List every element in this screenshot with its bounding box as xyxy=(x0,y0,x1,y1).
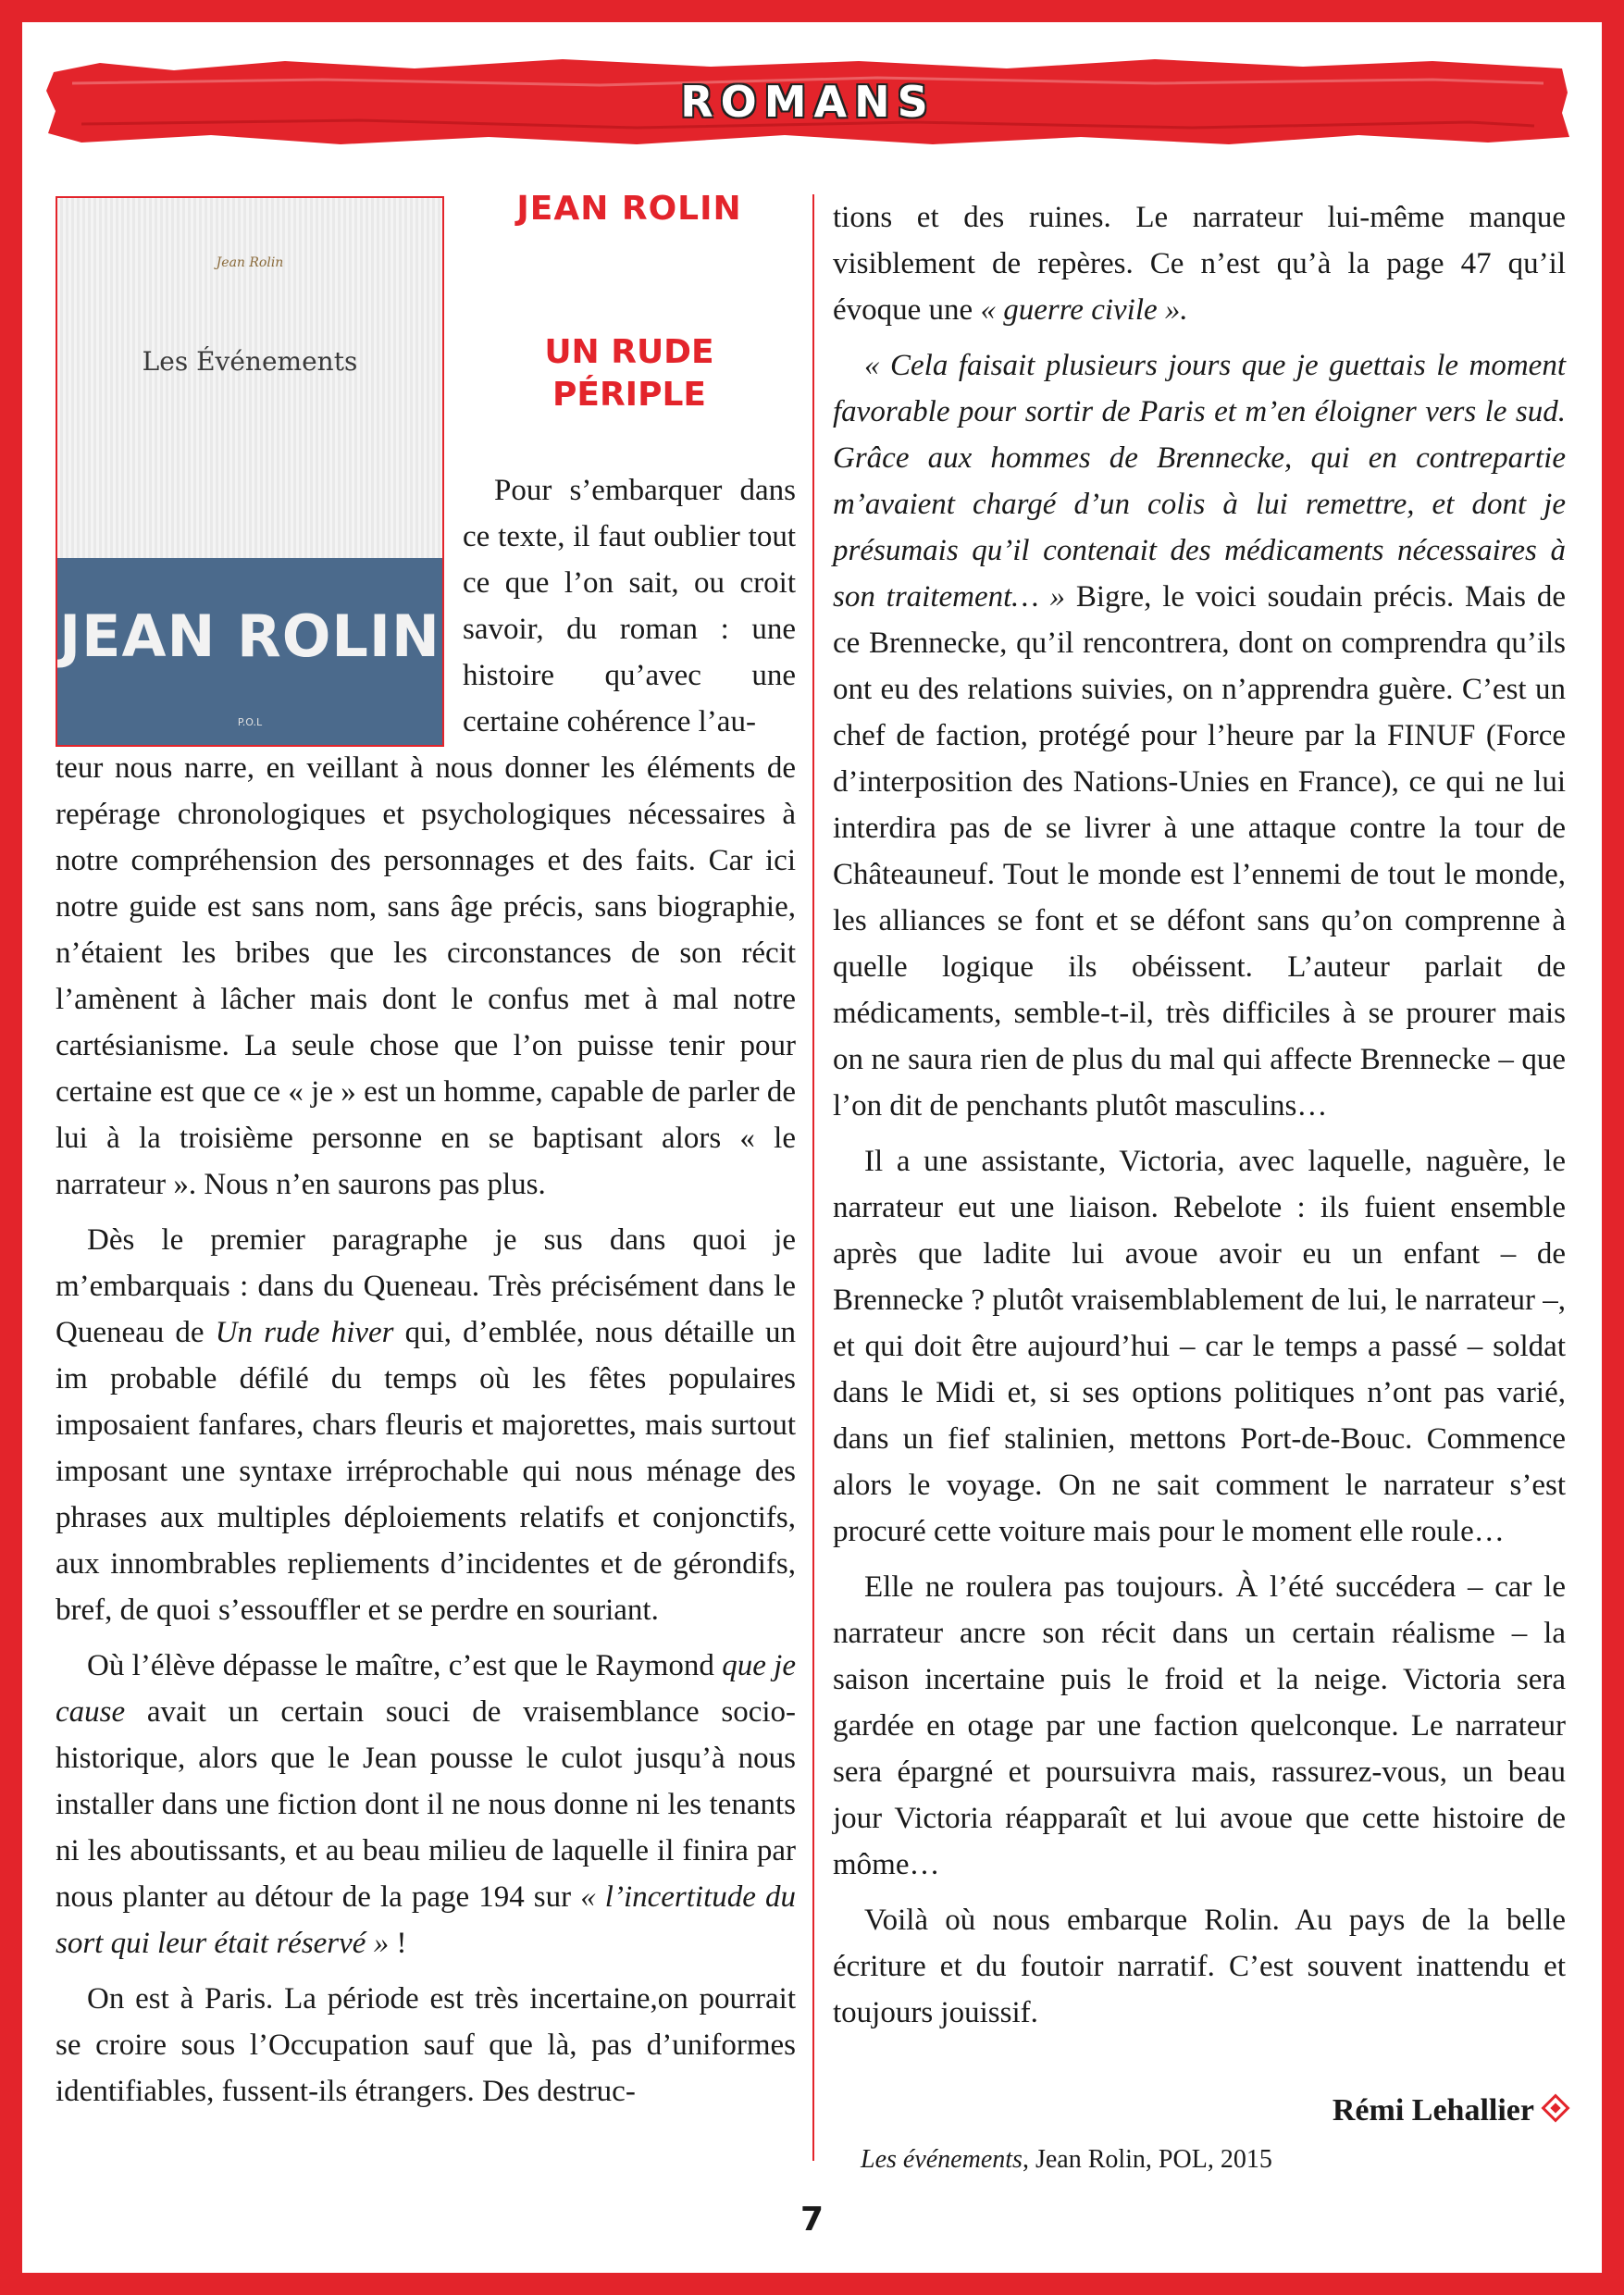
paragraph-2-text-b: qui, d’emblée, nous détaille un im probable défilé du temps où les fêtes populaires imposaient fanfares, chars fleuris et majorettes, mais surtout imposant une syntaxe irréprochable qui nous ménage des phrases aux multiples déploiements relatifs et conjonctifs, aux innombrables repliements d’incidentes et de gérondifs, bref, de quoi s’essouffler et se perdre en souriant. xyxy=(56,1316,796,1627)
signature xyxy=(833,2093,1566,2128)
paragraph-4-continued-italic: « guerre civile ». xyxy=(980,293,1188,327)
left-column-top xyxy=(463,467,796,745)
page-number: 7 xyxy=(800,2201,824,2239)
paragraph-2-italic: Un rude hiver xyxy=(215,1316,394,1349)
article-title xyxy=(463,331,796,416)
paragraph-3-text-b: avait un certain souci de vraisemblance socio-historique, alors que le Jean pousse le culot jusqu’à nous installer dans une fiction dont il ne nous donne ni les tenants ni les aboutissants, et au beau milieu de laquelle il finira par nous planter au détour de la page 194 sur xyxy=(56,1695,796,1914)
paragraph-3-italic-1: que je cause xyxy=(56,1649,796,1729)
reference-title: Les événements xyxy=(861,2145,1023,2174)
section-title: ROMANS xyxy=(680,77,936,127)
cover-publisher: P.O.L xyxy=(237,716,263,728)
paragraph-4-continued-text: tions et des ruines. Le narrateur lui-même manque visiblement de repères. Ce n’est qu’à la page 47 qu’il évoque une xyxy=(833,201,1566,327)
paragraph-3-text-a: Où l’élève dépasse le maître, c’est que le Raymond xyxy=(87,1649,723,1682)
signature-name: Rémi Lehallier xyxy=(1332,2093,1534,2128)
paragraph-8: Voilà où nous embarque Rolin. Au pays de la belle écriture et du foutoir narratif. C’est souvent inattendu et toujours jouissif. xyxy=(833,1904,1566,2029)
column-divider xyxy=(812,194,814,2161)
right-column xyxy=(833,194,1566,2036)
paragraph-3-italic-2: « l’incertitude du sort qui leur était réservé » xyxy=(56,1880,796,1960)
paragraph-3-text-c: ! xyxy=(389,1927,407,1960)
cover-author-big: JEAN ROLIN xyxy=(59,602,440,670)
article-title-line-1: UN RUDE xyxy=(544,333,714,371)
book-cover xyxy=(56,196,444,747)
cover-band xyxy=(57,558,442,745)
paragraph-6: Il a une assistante, Victoria, avec laquelle, naguère, le narrateur eut une liaison. Rebelote : ils fuient ensemble après que ladite lui avoue avoir eu un enfant – de Brennecke ? plutôt vraisemblablement de lui, le narrateur –, et qui doit être aujourd’hui – car le temps a passé – soldat dans le Midi et, si ses options politiques n’ont pas varié, dans un fief stalinien, mettons Port-de-Bouc. Commence alors le voyage. On ne sait comment le narrateur s’est procuré cette voiture mais pour le moment elle roule… xyxy=(833,1145,1566,1548)
paragraph-2-text-a: Dès le premier paragraphe je sus dans quoi je m’embarquais : dans du Queneau. Très précisément dans le Queneau de xyxy=(56,1223,796,1349)
diamond-icon xyxy=(1541,2093,1569,2122)
paragraph-4: On est à Paris. La période est très incertaine,on pourrait se croire sous l’Occupation sauf que là, pas d’uniformes identifiables, fussent-ils étrangers. Des destruc- xyxy=(56,1982,796,2108)
reference-details: , Jean Rolin, POL, 2015 xyxy=(1022,2145,1272,2174)
section-banner xyxy=(44,56,1571,148)
paragraph-7: Elle ne roulera pas toujours. À l’été succédera – car le narrateur ancre son récit dans un certain réalisme – la saison incertaine puis le froid et la neige. Victoria sera gardée en otage par une faction quelconque. Le narrateur sera épargné et poursuivra mais, rassurez-vous, un beau jour Victoria réapparaît et lui avoue que cette histoire de môme… xyxy=(833,1570,1566,1881)
paragraph-1-start: Pour s’embarquer dans ce texte, il faut oublier tout ce que l’on sait, ou croit savoir, du roman : une histoire qu’avec une certaine cohérence l’au- xyxy=(463,474,796,738)
left-column xyxy=(56,745,796,2115)
paragraph-5-text: Bigre, le voici soudain précis. Mais de ce Brennecke, qu’il rencontrera, dont on comprendra qu’ils ont eu des relations suivies, on n’apprendra guère. C’est un chef de faction, protégé pour l’heure par la FINUF (Force d’interposition des Nations-Unies en France), ce qui ne lui interdira pas de se livrer à une attaque contre la tour de Châteauneuf. Tout le monde est l’ennemi de tout le monde, les alliances se font et se défont sans qu’on comprenne à quelle logique ils obéissent. L’auteur parlait de médicaments, semble-t-il, très difficiles à se prourer mais on ne saura rien de plus du mal qui affecte Brennecke – que l’on dit de penchants plutôt masculins… xyxy=(833,580,1566,1123)
paragraph-2 xyxy=(56,1217,796,1633)
article-title-line-2: PÉRIPLE xyxy=(552,376,706,414)
paragraph-3 xyxy=(56,1643,796,1966)
book-reference xyxy=(861,2145,1564,2175)
cover-title: Les Événements xyxy=(142,346,358,377)
paragraph-1-continued: teur nous narre, en veillant à nous donner les éléments de repérage chronologiques et psychologiques nécessaires à notre compréhension des personnages et des faits. Car ici notre guide est sans nom, sans âge précis, sans biographie, n’étaient les bribes que les circonstances de son récit l’amènent à lâcher mais dont le confus met à mal notre cartésianisme. La seule chose que l’on puisse tenir pour certaine est que ce « je » est un homme, capable de parler de lui à la troisième personne en se baptisant alors « le narrateur ». Nous n’en saurons pas plus. xyxy=(56,751,796,1201)
paragraph-4-continued xyxy=(833,194,1566,333)
author-heading: JEAN ROLIN xyxy=(516,190,742,228)
paragraph-5 xyxy=(833,342,1566,1129)
paragraph-5-quote: « Cela faisait plusieurs jours que je guettais le moment favorable pour sortir de Paris et m’en éloigner vers le sud. Grâce aux hommes de Brennecke, qui en contrepartie m’avaient chargé d’un colis à lui remettre, et dont je présumais qu’il contenait des médicaments nécessaires à son traitement… » xyxy=(833,349,1566,614)
cover-author-small: Jean Rolin xyxy=(216,255,284,270)
